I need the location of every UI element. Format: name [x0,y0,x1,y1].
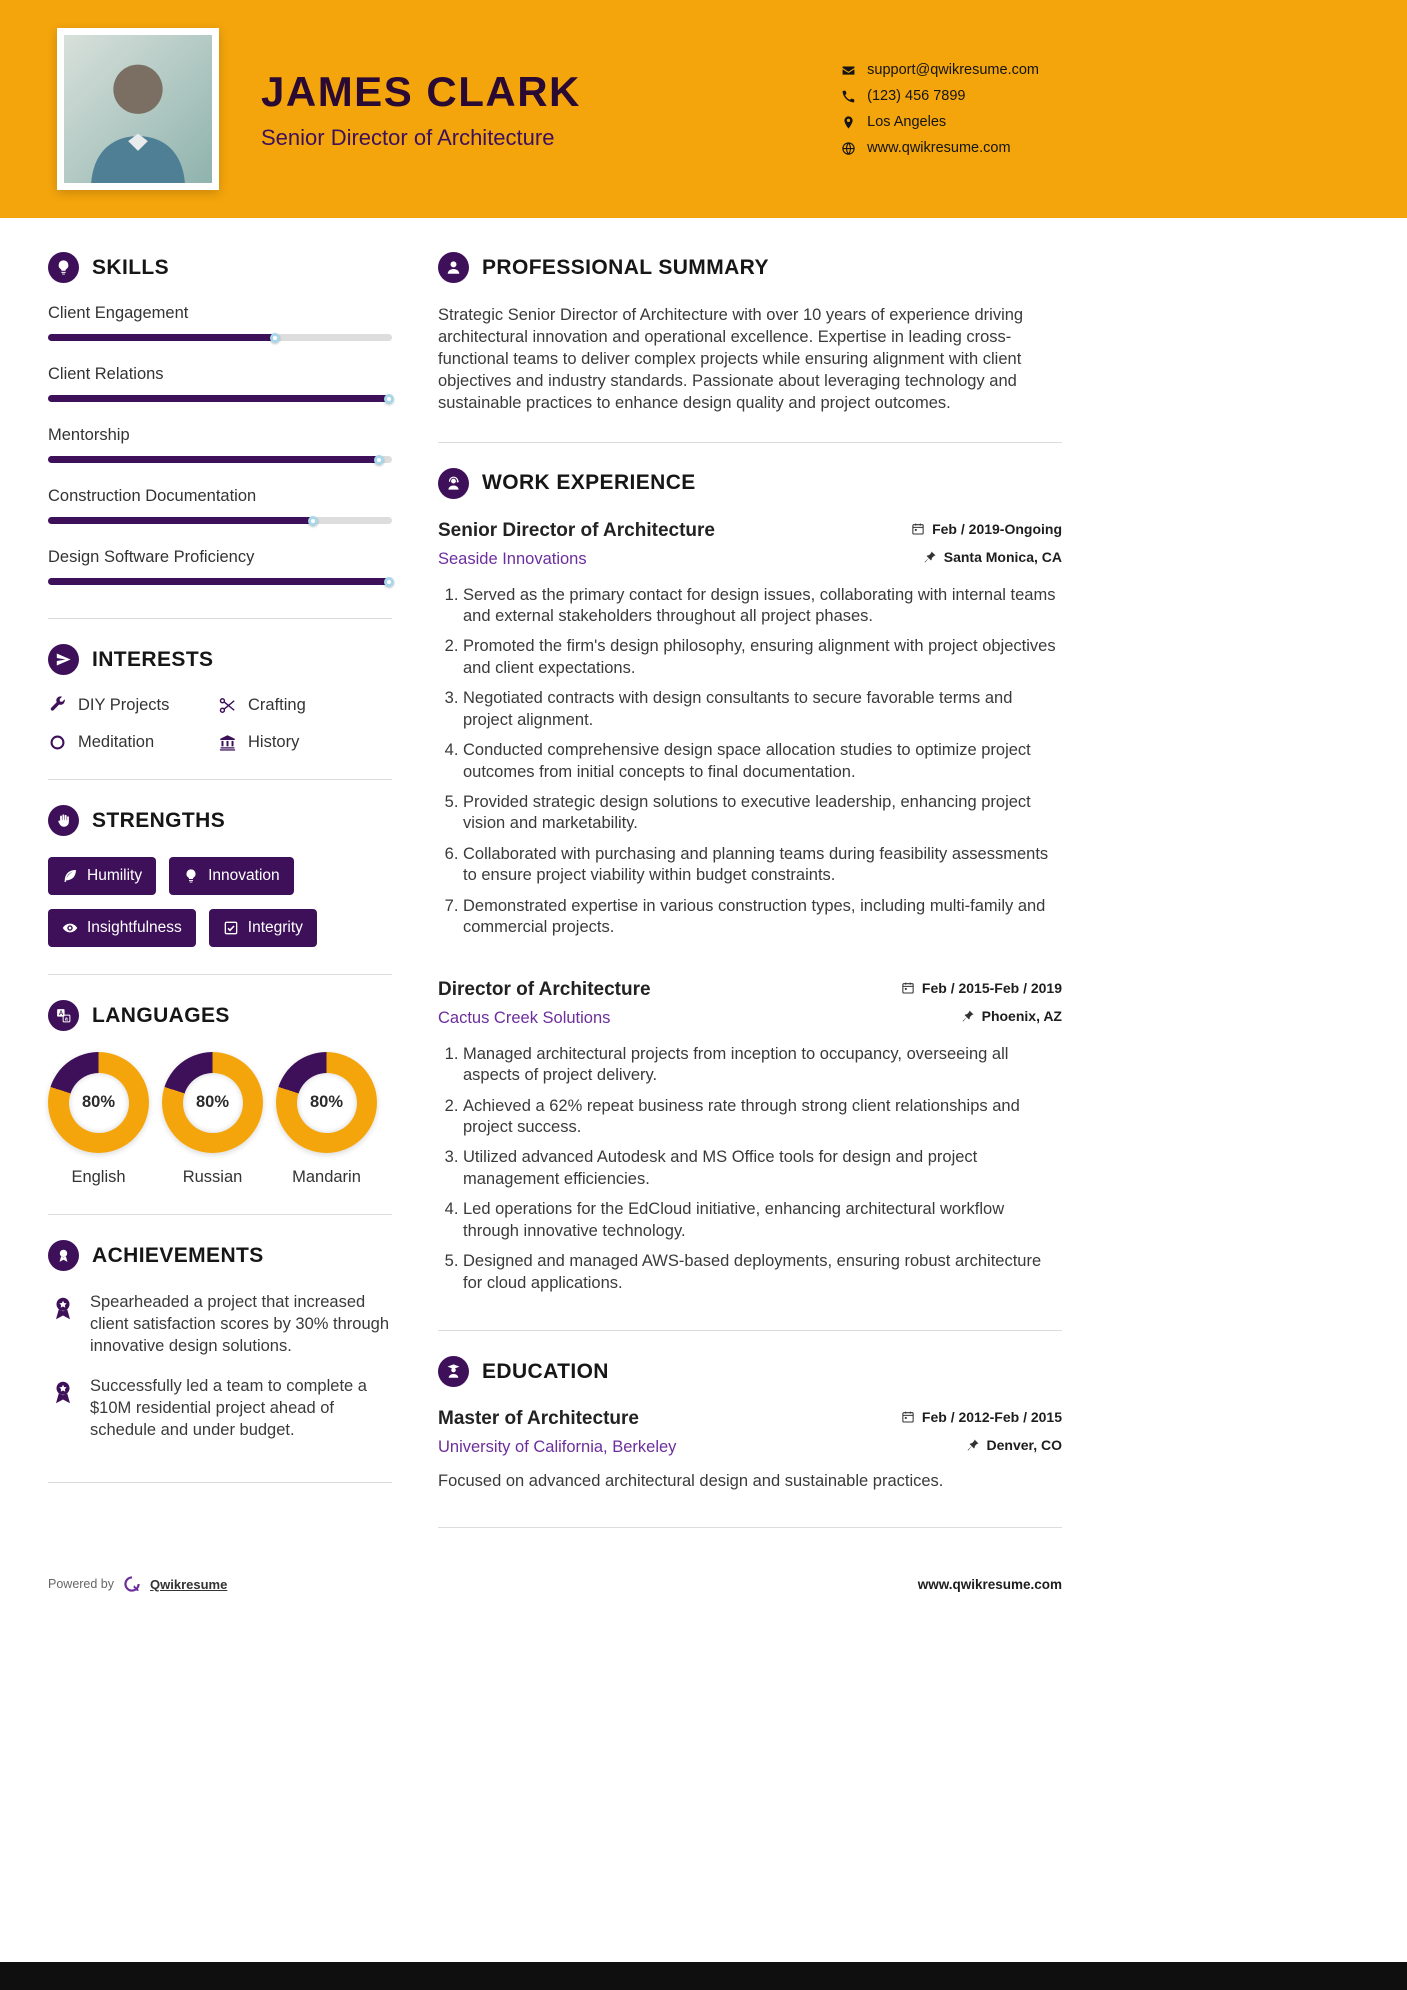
skill-item [48,304,392,341]
donut-hole [297,1073,357,1133]
leaf-icon [62,868,78,884]
language-item [48,1052,149,1187]
experience-section [438,442,1062,1331]
skill-label: Design Software Proficiency [48,548,255,566]
language-percent: 80% [309,1093,344,1111]
job-bullet: 1. Served as the primary contact for design issues, collaborating with internal teams and external stakeholders throughout all project phases. [463,585,1062,628]
svg-text:a: a [64,1016,68,1023]
languages-heading-row [48,1000,392,1031]
job-bullet: 5. Designed and managed AWS-based deployments, ensuring robust architecture for cloud applications. [463,1251,1062,1294]
language-donut-chart [276,1052,377,1153]
skill-item [48,365,392,402]
interest-label: History [248,733,300,751]
svg-text:A: A [58,1011,64,1018]
job-bullet: 2. Promoted the firm's design philosophy, ensuring alignment with project objectives and client expectations. [463,636,1062,679]
job-dates [911,521,1062,537]
education-section [438,1330,1062,1528]
achievement-text: Spearheaded a project that increased client satisfaction scores by 30% through innovative design solutions. [90,1293,389,1355]
interest-item [218,696,392,715]
skill-progress-bar [48,517,392,524]
content [0,218,1407,1528]
donut-hole [183,1073,243,1133]
skill-label: Client Relations [48,365,164,383]
job-company-row [438,542,1062,569]
person-photo-placeholder [64,35,212,183]
strength-badges [48,857,392,947]
wrench-icon [48,696,67,715]
interests-grid [48,696,392,752]
strength-badge [48,857,156,895]
circle-icon [48,733,67,752]
education-school-row [438,1430,1062,1457]
job-bullet: 3. Negotiated contracts with design consultants to secure favorable terms and project alignment. [463,688,1062,731]
qwikresume-link[interactable]: Qwikresume [150,1576,228,1592]
language-item [276,1052,377,1187]
summary-text: Strategic Senior Director of Architecture with over 10 years of experience driving architectural innovation and operational excellence. Expertise in leading cross-functional teams to deliver complex projects while ensuring alignment with client objectives and industry standards. Passionate about leveraging technology and sustainable practices to enhance design quality and project outcomes. [438,306,1024,413]
skill-label: Mentorship [48,426,130,444]
skills-section [48,252,392,618]
company-name: Cactus Creek Solutions [438,1008,611,1027]
pushpin-icon [966,1438,980,1452]
contact-website[interactable] [841,140,1039,156]
job-bullet: 4. Conducted comprehensive design space allocation studies to optimize project outcomes from initial concepts to final documentation. [463,740,1062,783]
calendar-icon [901,981,915,995]
job-dates-text: Feb / 2019-Ongoing [932,520,1062,537]
education-location-text: Denver, CO [986,1437,1062,1454]
skill-progress-fill [48,334,278,341]
job-bullet: 4. Led operations for the EdCloud initiative, enhancing architectural workflow through innovative technology. [463,1199,1062,1242]
strength-label: Humility [87,867,143,884]
paper-plane-icon [48,644,79,675]
language-percent: 80% [195,1093,230,1111]
strength-label: Integrity [247,919,303,936]
skill-progress-bar [48,578,392,585]
education-degree-row [438,1408,1062,1430]
translate-icon [48,1000,79,1031]
job-bullet: 1. Managed architectural projects from inception to occupancy, overseeing all aspects of project delivery. [463,1044,1062,1087]
powered-by [48,1574,227,1594]
bottom-bar [0,1962,1407,1990]
skill-progress-knob [374,455,384,465]
job-company-row [438,1001,1062,1028]
bank-icon [218,733,237,752]
skills-heading-row [48,252,392,283]
calendar-icon [911,522,925,536]
summary-heading: PROFESSIONAL SUMMARY [482,255,769,279]
achievements-section [48,1214,392,1483]
strength-badge [48,909,196,947]
job-bullet: 2. Achieved a 62% repeat business rate through strong client relationships and project success. [463,1096,1062,1139]
contact-phone[interactable] [841,88,1039,104]
powered-by-label: Powered by [48,1577,115,1592]
summary-heading-row [438,252,1062,283]
contact-list [841,52,1039,166]
languages-heading: LANGUAGES [92,1003,230,1027]
language-donut-chart [162,1052,263,1153]
interests-heading-row [48,644,392,675]
graduate-icon [438,1356,469,1387]
strengths-heading-row [48,805,392,836]
left-column [48,252,392,1528]
job-location [961,1008,1062,1024]
job-title-row [438,520,1062,542]
education-description: Focused on advanced architectural design and sustainable practices. [438,1472,944,1491]
skill-progress-fill [48,578,392,585]
strengths-section [48,779,392,974]
skill-progress-fill [48,395,392,402]
footer-website: www.qwikresume.com [917,1576,1062,1592]
experience-heading-row [438,468,1062,499]
donut-hole [69,1073,129,1133]
education-location [966,1437,1062,1453]
language-item [162,1052,263,1187]
job-bullet: 3. Utilized advanced Autodesk and MS Office tools for design and project management efficiencies. [463,1147,1062,1190]
achievement-text: Successfully led a team to complete a $10M residential project ahead of schedule and under budget. [90,1377,367,1439]
achievement-item [48,1376,392,1441]
skill-label: Client Engagement [48,304,189,322]
strength-badge [169,857,294,895]
interests-section [48,618,392,779]
skill-progress-fill [48,456,382,463]
calendar-icon [901,1410,915,1424]
job-title: Senior Director of Architecture [438,519,715,541]
interests-heading: INTERESTS [92,647,214,671]
company-name: Seaside Innovations [438,549,587,568]
achievements-heading: ACHIEVEMENTS [92,1243,264,1267]
skill-progress-bar [48,395,392,402]
medal-icon [48,1293,78,1323]
profile-photo [57,28,219,190]
languages-section [48,974,392,1214]
email-icon [841,63,856,78]
eye-icon [62,920,78,936]
header [0,0,1407,218]
interest-item [218,733,392,752]
lightbulb-icon [183,868,199,884]
pushpin-icon [961,1009,975,1023]
interest-item [48,733,218,752]
interest-item [48,696,218,715]
scissors-icon [218,696,237,715]
person-headset-icon [438,468,469,499]
strength-label: Innovation [208,867,280,884]
job-bullet: 7. Demonstrated expertise in various construction types, including multi-family and commercial projects. [463,896,1062,939]
location-pin-icon [841,115,856,130]
strengths-heading: STRENGTHS [92,808,226,832]
right-column [438,252,1062,1528]
language-percent: 80% [81,1093,116,1111]
job-location-text: Santa Monica, CA [943,548,1062,565]
skills-heading: SKILLS [92,255,170,279]
job-dates [901,980,1062,996]
education-dates [901,1409,1062,1425]
skill-progress-fill [48,517,316,524]
interest-label: DIY Projects [78,696,170,714]
phone-icon [841,89,856,104]
language-label: Mandarin [292,1168,361,1186]
job-entry [438,520,1062,939]
language-label: Russian [182,1168,243,1186]
languages-list [48,1052,392,1187]
language-donut-chart [48,1052,149,1153]
job-bullet: 5. Provided strategic design solutions to executive leadership, enhancing project vision and marketability. [463,792,1062,835]
medal-icon [48,1240,79,1271]
skill-item [48,487,392,524]
job-title: Director of Architecture [438,978,651,1000]
job-location-text: Phoenix, AZ [981,1007,1062,1024]
summary-section [438,252,1062,442]
skill-item [48,426,392,463]
contact-location-text: Los Angeles [867,114,947,130]
contact-email-text: support@qwikresume.com [867,62,1039,78]
skill-progress-knob [308,516,318,526]
person-name: JAMES CLARK [261,67,581,115]
contact-phone-text: (123) 456 7899 [867,88,966,104]
lightbulb-icon [48,252,79,283]
language-label: English [71,1168,126,1186]
skill-progress-bar [48,334,392,341]
globe-icon [841,141,856,156]
skill-progress-knob [270,333,280,343]
person-icon [438,252,469,283]
education-heading-row [438,1356,1062,1387]
education-dates-text: Feb / 2012-Feb / 2015 [921,1409,1062,1426]
person-title: Senior Director of Architecture [261,124,555,150]
job-entry [438,979,1062,1294]
job-location [923,549,1062,565]
skill-progress-knob [384,394,394,404]
job-bullets [438,1044,1062,1294]
job-title-row [438,979,1062,1001]
job-dates-text: Feb / 2015-Feb / 2019 [921,979,1062,996]
education-heading: EDUCATION [482,1359,609,1383]
contact-location [841,114,1039,130]
strength-badge [209,909,317,947]
medal-icon [48,1377,78,1407]
school-name: University of California, Berkeley [438,1438,677,1457]
contact-website-text: www.qwikresume.com [867,140,1011,156]
job-bullets [438,585,1062,939]
interest-label: Meditation [78,733,155,751]
achievements-heading-row [48,1240,392,1271]
interest-label: Crafting [248,696,306,714]
pushpin-icon [923,550,937,564]
skill-label: Construction Documentation [48,487,257,505]
fist-icon [48,805,79,836]
check-square-icon [223,920,239,936]
skill-progress-knob [384,577,394,587]
identity [261,68,581,151]
strength-label: Insightfulness [87,919,182,936]
qwikresume-logo-icon [122,1574,142,1594]
job-bullet: 6. Collaborated with purchasing and planning teams during feasibility assessments to ensure project viability within budget constraints. [463,844,1062,887]
skill-progress-bar [48,456,392,463]
experience-heading: WORK EXPERIENCE [482,471,696,495]
skill-item [48,548,392,585]
achievement-item [48,1292,392,1357]
contact-email[interactable] [841,62,1039,78]
degree-title: Master of Architecture [438,1408,639,1430]
footer [0,1528,1407,1594]
